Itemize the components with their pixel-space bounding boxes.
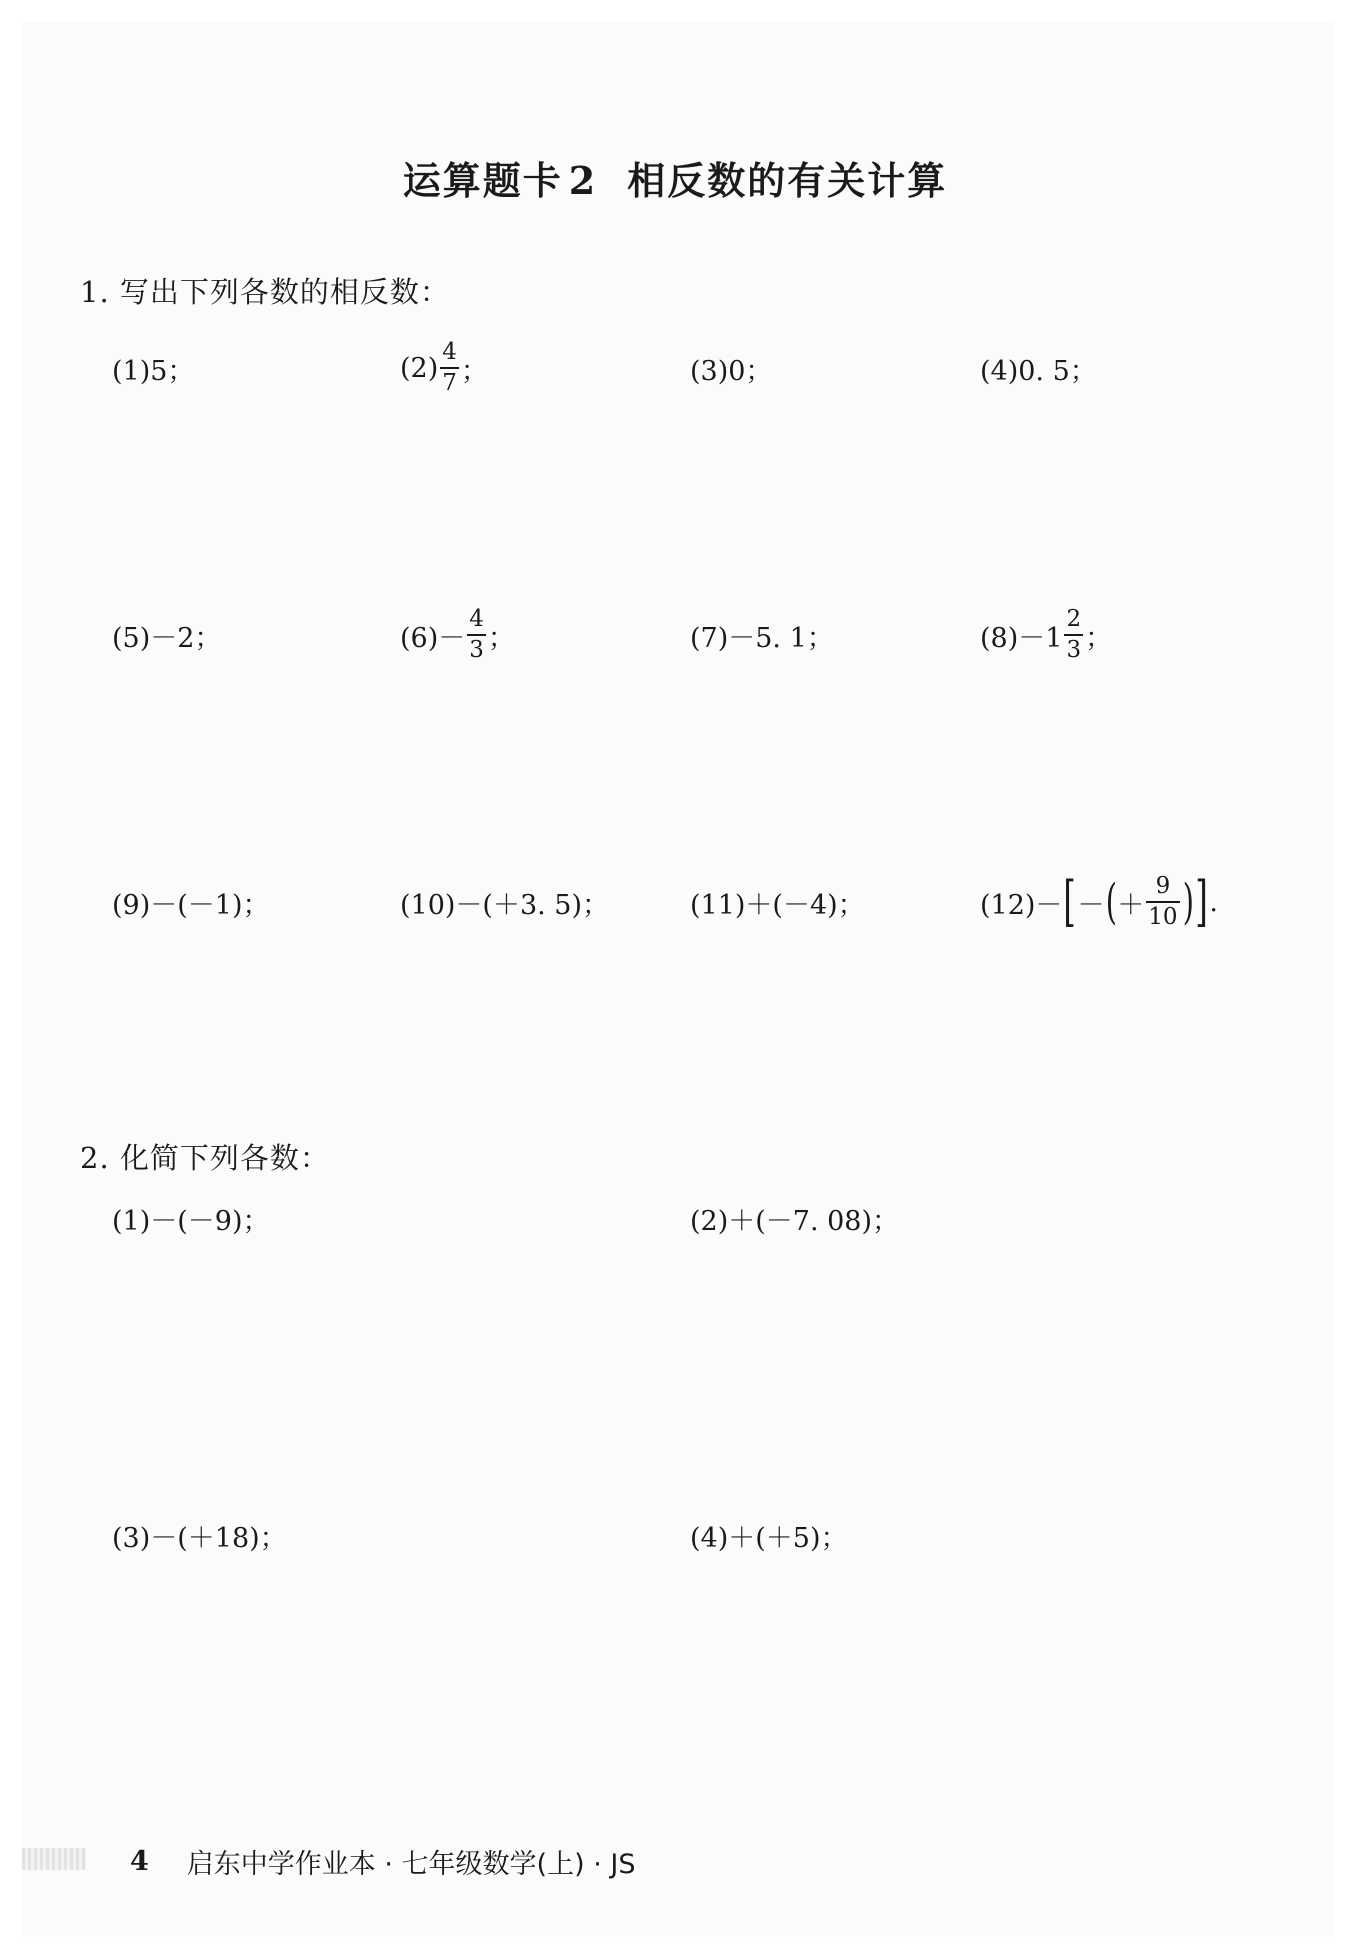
right-bracket: ]: [1195, 870, 1209, 933]
numerator: 9: [1155, 873, 1171, 899]
page-footer: [130, 1842, 635, 1881]
right-paren: ): [1182, 874, 1194, 930]
q1-item-6-label: (6)－: [400, 622, 466, 654]
numerator: 4: [442, 339, 457, 365]
q1-item-5: (5)－2；: [112, 622, 222, 654]
numerator: 4: [469, 606, 484, 632]
denominator: 3: [467, 634, 486, 662]
title-number: 2: [568, 158, 598, 203]
question-1-heading: 1. 写出下列各数的相反数：: [80, 275, 450, 309]
q1-item-7: (7)－5. 1；: [690, 622, 834, 654]
q1-item-6: [400, 605, 515, 665]
plus-sign: ＋: [1117, 889, 1145, 921]
q1-item-11: (11)＋(－4)；: [690, 889, 865, 921]
q1-item-9: (9)－(－1)；: [112, 889, 270, 921]
left-paren: (: [1105, 874, 1117, 930]
semicolon: ；: [1085, 622, 1113, 654]
title-topic: 相反数的有关计算: [627, 158, 948, 203]
q1-item-8: [980, 605, 1112, 665]
denominator: 3: [1064, 634, 1083, 662]
scan-artifact: [22, 1848, 86, 1870]
q2-item-4: (4)＋(＋5)；: [690, 1522, 848, 1554]
period: .: [1209, 886, 1218, 918]
fraction: [1064, 608, 1083, 662]
title-main: 运算题卡: [402, 158, 563, 203]
q1-item-12: [980, 872, 1218, 932]
book-title: 启东中学作业本 · 七年级数学(上) · JS: [186, 1849, 636, 1880]
fraction: [467, 608, 486, 662]
q1-item-10: (10)－(＋3. 5)；: [400, 889, 610, 921]
q1-item-12-label: (12)－: [980, 889, 1063, 921]
page-title: [0, 150, 1350, 205]
q2-item-1: (1)－(－9)；: [112, 1205, 270, 1237]
q2-item-2: (2)＋(－7. 08)；: [690, 1205, 900, 1237]
fraction: [1146, 875, 1179, 929]
q1-item-2-label: (2): [400, 352, 439, 384]
fraction: [440, 341, 459, 395]
page-number: 4: [130, 1846, 149, 1877]
left-bracket: [: [1063, 870, 1077, 933]
q1-item-1: (1)5；: [112, 355, 195, 387]
q1-item-3: (3)0；: [690, 355, 773, 387]
denominator: 7: [440, 367, 459, 395]
q2-item-3: (3)－(＋18)；: [112, 1522, 287, 1554]
q1-item-8-label: (8)－1: [980, 622, 1063, 654]
denominator: 10: [1146, 901, 1179, 929]
numerator: 2: [1066, 606, 1082, 632]
question-2-heading: 2. 化简下列各数：: [80, 1141, 330, 1175]
semicolon: ；: [460, 355, 488, 387]
q1-item-4: (4)0. 5；: [980, 355, 1097, 387]
semicolon: ；: [487, 622, 515, 654]
minus-sign: －: [1077, 889, 1105, 921]
q1-item-2: [400, 338, 488, 398]
